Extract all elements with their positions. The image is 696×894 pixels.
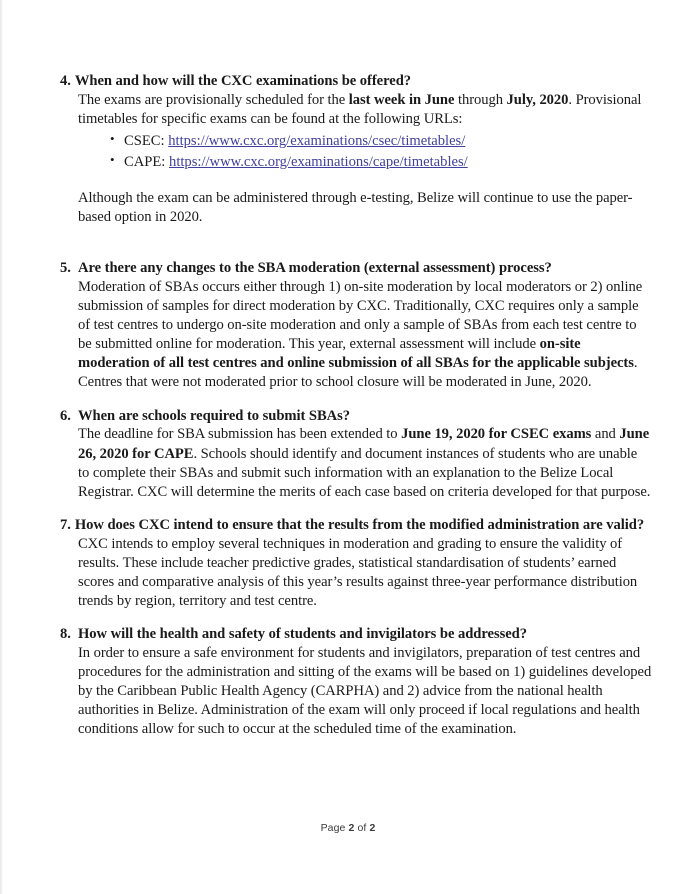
footer-total-pages: 2 bbox=[369, 822, 376, 834]
question-number-8 bbox=[60, 625, 78, 644]
question-heading-5 bbox=[60, 259, 652, 278]
question-heading-4 bbox=[60, 72, 652, 91]
answer-text-8 bbox=[60, 644, 652, 739]
question-number-4: 4. bbox=[60, 73, 71, 89]
answer-text-4 bbox=[60, 91, 652, 129]
question-text-5: Are there any changes to the SBA moderation (external assessment) process? bbox=[78, 260, 552, 277]
page-footer bbox=[0, 822, 696, 834]
footer-prefix: Page bbox=[320, 822, 349, 834]
text-run: The exams are provisionally scheduled for the bbox=[78, 91, 349, 108]
emphasis-run: last week in June bbox=[348, 91, 455, 108]
question-number-7: 7. bbox=[60, 516, 71, 533]
answer-text-6 bbox=[60, 425, 652, 501]
text-run: CXC intends to employ several techniques in moderation and grading to ensure the validity of results. These include teacher predictive grades, statistical standardisation of students’ earned scores and comparative analysis of this year’s results against three-year performance distribution trends by region, territory and test centre. bbox=[78, 535, 638, 609]
question-text-7: How does CXC intend to ensure that the results from the modified administration are valid? bbox=[74, 516, 645, 533]
footer-current-page: 2 bbox=[348, 822, 355, 834]
question-heading-7 bbox=[60, 516, 652, 535]
text-run: . Schools should identify and document instances of students who are unable to complete their SBAs and submit such information with an explanation to the Belize Local Registrar. CXC will determine the merits of each case based on criteria developed for that purpose. bbox=[78, 445, 651, 500]
faq-item-5 bbox=[60, 259, 652, 392]
text-run: . Provisional timetables for specific exams can be found at the following URLs: bbox=[78, 91, 642, 127]
text-run: In order to ensure a safe environment for students and invigilators, preparation of test centres and procedures for the administration and sitting of the exams will be based on 1) guidelines developed by the Caribbean Public Health Agency (CARPHA) and 2) advice from the national health authorities in Belize. Administration of the exam will only proceed if local regulations and health conditions allow for such to occur at the scheduled time of the examination. bbox=[78, 644, 652, 737]
emphasis-run: June 19, 2020 for CSEC exams bbox=[401, 426, 592, 443]
link-csec-timetables[interactable]: https://www.cxc.org/examinations/csec/timetables/ bbox=[168, 133, 466, 150]
bullet-label-cape: CAPE: bbox=[124, 154, 166, 171]
list-item bbox=[110, 152, 652, 172]
question-text-4: When and how will the CXC examinations be offered? bbox=[74, 73, 412, 89]
footer-middle: of bbox=[354, 822, 370, 834]
text-run: . Centres that were not moderated prior to school closure will be moderated in June, 2020. bbox=[78, 355, 638, 391]
url-list-4 bbox=[60, 131, 652, 172]
faq-item-4 bbox=[60, 72, 652, 227]
question-heading-6 bbox=[60, 407, 652, 426]
emphasis-run: July, 2020 bbox=[506, 91, 569, 108]
text-run: and bbox=[591, 426, 620, 443]
scan-edge-artifact bbox=[0, 0, 3, 894]
faq-item-6 bbox=[60, 407, 652, 502]
answer-note-4: Although the exam can be administered through e-testing, Belize will continue to use the paper-based option in 2020. bbox=[78, 190, 633, 226]
question-number-5: 5. bbox=[60, 260, 71, 277]
question-number-8-value: 8. bbox=[60, 625, 71, 642]
question-number-6: 6. bbox=[60, 407, 71, 424]
question-text-6: When are schools required to submit SBAs? bbox=[78, 407, 351, 424]
question-text-8: How will the health and safety of students and invigilators be addressed? bbox=[78, 625, 527, 642]
text-run: Moderation of SBAs occurs either through 1) on-site moderation by local moderators or 2) online submission of samples for direct moderation by CXC. Traditionally, CXC requires only a sample of test centres to undergo on-site moderation and only a sample of SBAs from each test centre to be submitted online for moderation. This year, external assessment will include bbox=[78, 279, 643, 353]
faq-item-7 bbox=[60, 516, 652, 611]
section-spacer bbox=[60, 241, 652, 259]
text-run: through bbox=[454, 91, 507, 108]
list-item bbox=[110, 131, 652, 151]
answer-text-7 bbox=[60, 535, 652, 611]
question-heading-8 bbox=[60, 625, 652, 644]
answer-text-5 bbox=[60, 278, 652, 392]
text-run: The deadline for SBA submission has been extended to bbox=[78, 426, 402, 443]
bullet-label-csec: CSEC: bbox=[124, 133, 165, 150]
link-cape-timetables[interactable]: https://www.cxc.org/examinations/cape/timetables/ bbox=[169, 154, 468, 171]
faq-item-8 bbox=[60, 625, 652, 739]
emphasis-run: on-site moderation of all test centres and online submission of all SBAs for the applicable subjects bbox=[78, 336, 634, 372]
document-body bbox=[60, 72, 652, 753]
emphasis-run: June 26, 2020 for CAPE bbox=[78, 426, 650, 462]
